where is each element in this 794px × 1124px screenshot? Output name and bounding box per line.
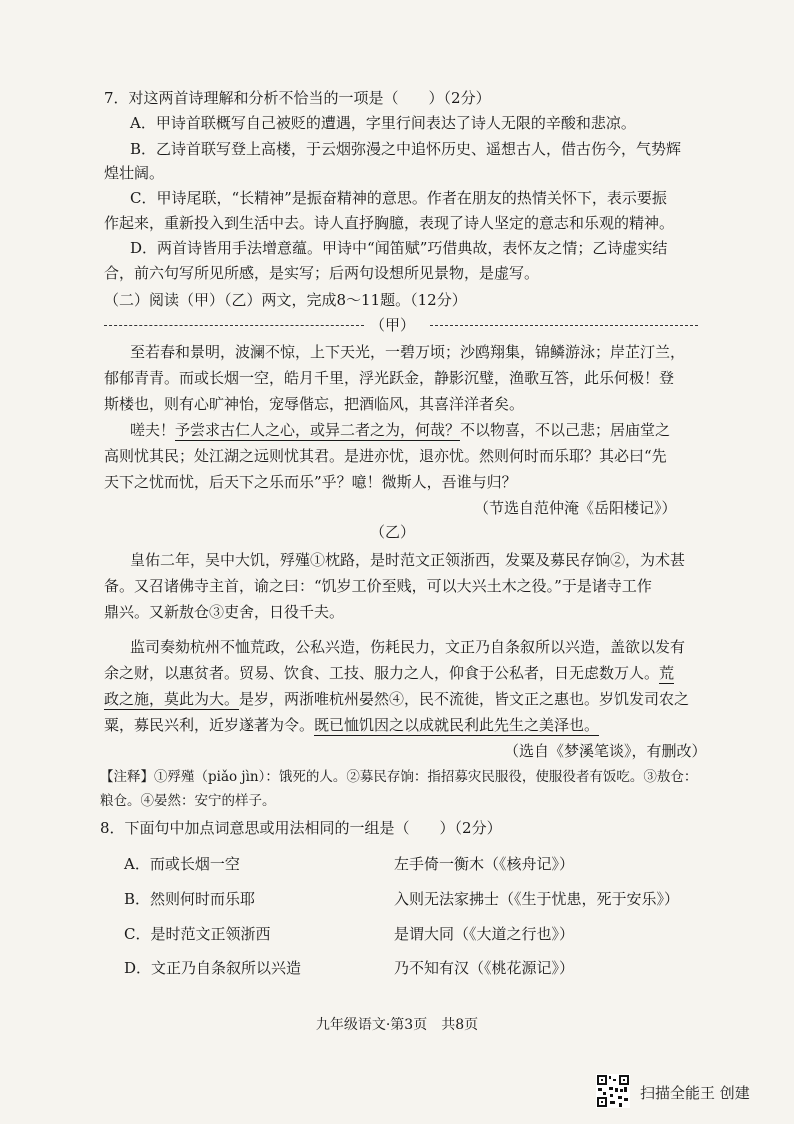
yi-line-4: 监司奏劾杭州不恤荒政，公私兴造，伤耗民力，文正乃自条叙所以兴造，盖欲以发有 bbox=[130, 638, 686, 656]
yi-line-7 bbox=[104, 715, 599, 735]
yi-line-2: 备。又召诸佛寺主首，谕之曰：“饥岁工价至贱，可以大兴土木之役。”于是诸寺工作 bbox=[104, 577, 652, 595]
q8-option-b-right: 入则无法家拂士（《生于忧患，死于安乐》） bbox=[394, 890, 680, 908]
jia-line-4-end: 不以物喜，不以己悲；居庙堂之 bbox=[460, 421, 671, 439]
q7-option-d-line2: 合，前六句写所见所感，是实写；后两句设想所见景物，是虚写。 bbox=[104, 264, 540, 282]
jia-source: （节选自范仲淹《岳阳楼记》） bbox=[474, 499, 677, 517]
yi-line-6-text: 是岁，两浙唯杭州晏然④，民不流徙，皆文正之惠也。岁饥发司农之 bbox=[239, 690, 690, 708]
separator-right bbox=[430, 325, 698, 326]
q7-option-c-line2: 作起来，重新投入到生活中去。诗人直抒胸臆，表现了诗人坚定的意志和乐观的精神。 bbox=[104, 214, 675, 232]
yi-line-5-text: 余之财，以惠贫者。贸易、饮食、工技、服力之人，仰食于公私者，日无虑数万人。 bbox=[104, 664, 660, 682]
q8-option-c-right: 是谓大同（《大道之行也》） bbox=[394, 925, 575, 943]
jia-underlined-sentence: 予尝求古仁人之心，或异二者之为，何哉？ bbox=[175, 421, 461, 439]
yi-underlined-1a: 荒 bbox=[659, 664, 675, 682]
yi-line-7-text: 粟，募民兴利，近岁遂著为令。 bbox=[104, 716, 315, 734]
q8-option-d-right: 乃不知有汉（《桃花源记》） bbox=[394, 959, 575, 977]
notes-line-2: 粮仓。④晏然：安宁的样子。 bbox=[100, 793, 276, 809]
jia-line-4-start: 嗟夫！ bbox=[130, 421, 176, 439]
scanner-watermark: 扫描全能王 创建 bbox=[640, 1084, 750, 1102]
passage-jia-label: （甲） bbox=[370, 316, 416, 334]
section-title: （二）阅读（甲）（乙）两文，完成8～11题。（12分） bbox=[104, 291, 467, 309]
q8-option-a-left: A．而或长烟一空 bbox=[124, 855, 240, 873]
q7-option-d-line1: D．两首诗皆用手法增意蕴。甲诗中“闻笛赋”巧借典故，表怀友之情；乙诗虚实结 bbox=[130, 239, 668, 257]
q8-stem: 8．下面句中加点词意思或用法相同的一组是（ ）（2分） bbox=[100, 819, 502, 837]
yi-line-6 bbox=[104, 689, 689, 709]
jia-line-6: 天下之忧而忧，后天下之乐而乐”乎？噫！微斯人，吾谁与归？ bbox=[104, 473, 517, 491]
jia-line-2: 郁郁青青。而或长烟一空，皓月千里，浮光跃金，静影沉璧，渔歌互答，此乐何极！登 bbox=[104, 369, 675, 387]
q7-option-a: A．甲诗首联概写自己被贬的遭遇，字里行间表达了诗人无限的辛酸和悲凉。 bbox=[130, 114, 636, 132]
yi-line-1: 皇佑二年，吴中大饥，殍殣①枕路，是时范文正领浙西，发粟及募民存饷②，为术甚 bbox=[130, 551, 686, 569]
q7-option-b-line2: 煌壮阔。 bbox=[104, 164, 165, 182]
yi-underlined-2: 既已恤饥因之以成就民利此先生之美泽也。 bbox=[314, 716, 600, 734]
q7-stem: 7．对这两首诗理解和分析不恰当的一项是（ ）（2分） bbox=[104, 89, 491, 107]
passage-yi-label: （乙） bbox=[370, 523, 416, 541]
notes-line-1: 【注释】①殍殣（piǎo jìn）：饿死的人。②募民存饷：指招募灾民服役，使服役者有饭吃。③敖仓： bbox=[100, 769, 698, 785]
yi-line-5 bbox=[104, 663, 674, 683]
q8-option-a-right: 左手倚一衡木（《核舟记》） bbox=[394, 855, 575, 873]
separator-left bbox=[104, 325, 364, 326]
jia-line-1: 至若春和景明，波澜不惊，上下天光，一碧万顷；沙鸥翔集，锦鳞游泳；岸芷汀兰， bbox=[130, 343, 686, 361]
yi-underlined-1b: 政之施，莫此为大。 bbox=[104, 690, 240, 708]
yi-source: （选自《梦溪笔谈》，有删改） bbox=[504, 742, 707, 760]
q8-option-c-left: C．是时范文正领浙西 bbox=[124, 925, 271, 943]
page-footer: 九年级语文·第3页 共8页 bbox=[315, 1017, 479, 1033]
jia-line-4 bbox=[130, 420, 670, 440]
jia-line-5: 高则忧其民；处江湖之远则忧其君。是进亦忧，退亦忧。然则何时而乐耶？其必曰“先 bbox=[104, 447, 667, 465]
q7-option-c-line1: C．甲诗尾联，“长精神”是振奋精神的意思。作者在朋友的热情关怀下，表示要振 bbox=[130, 189, 667, 207]
jia-line-3: 斯楼也，则有心旷神怡，宠辱偕忘，把酒临风，其喜洋洋者矣。 bbox=[104, 395, 525, 413]
q8-option-d-left: D．文正乃自条叙所以兴造 bbox=[124, 959, 302, 977]
q7-option-b-line1: B．乙诗首联写登上高楼，于云烟弥漫之中追怀历史、遥想古人，借古伤今，气势辉 bbox=[130, 140, 682, 158]
qr-code-icon bbox=[596, 1074, 630, 1108]
q8-option-b-left: B．然则何时而乐耶 bbox=[124, 890, 256, 908]
yi-line-3: 鼎兴。又新敖仓③吏舍，日役千夫。 bbox=[104, 603, 345, 621]
